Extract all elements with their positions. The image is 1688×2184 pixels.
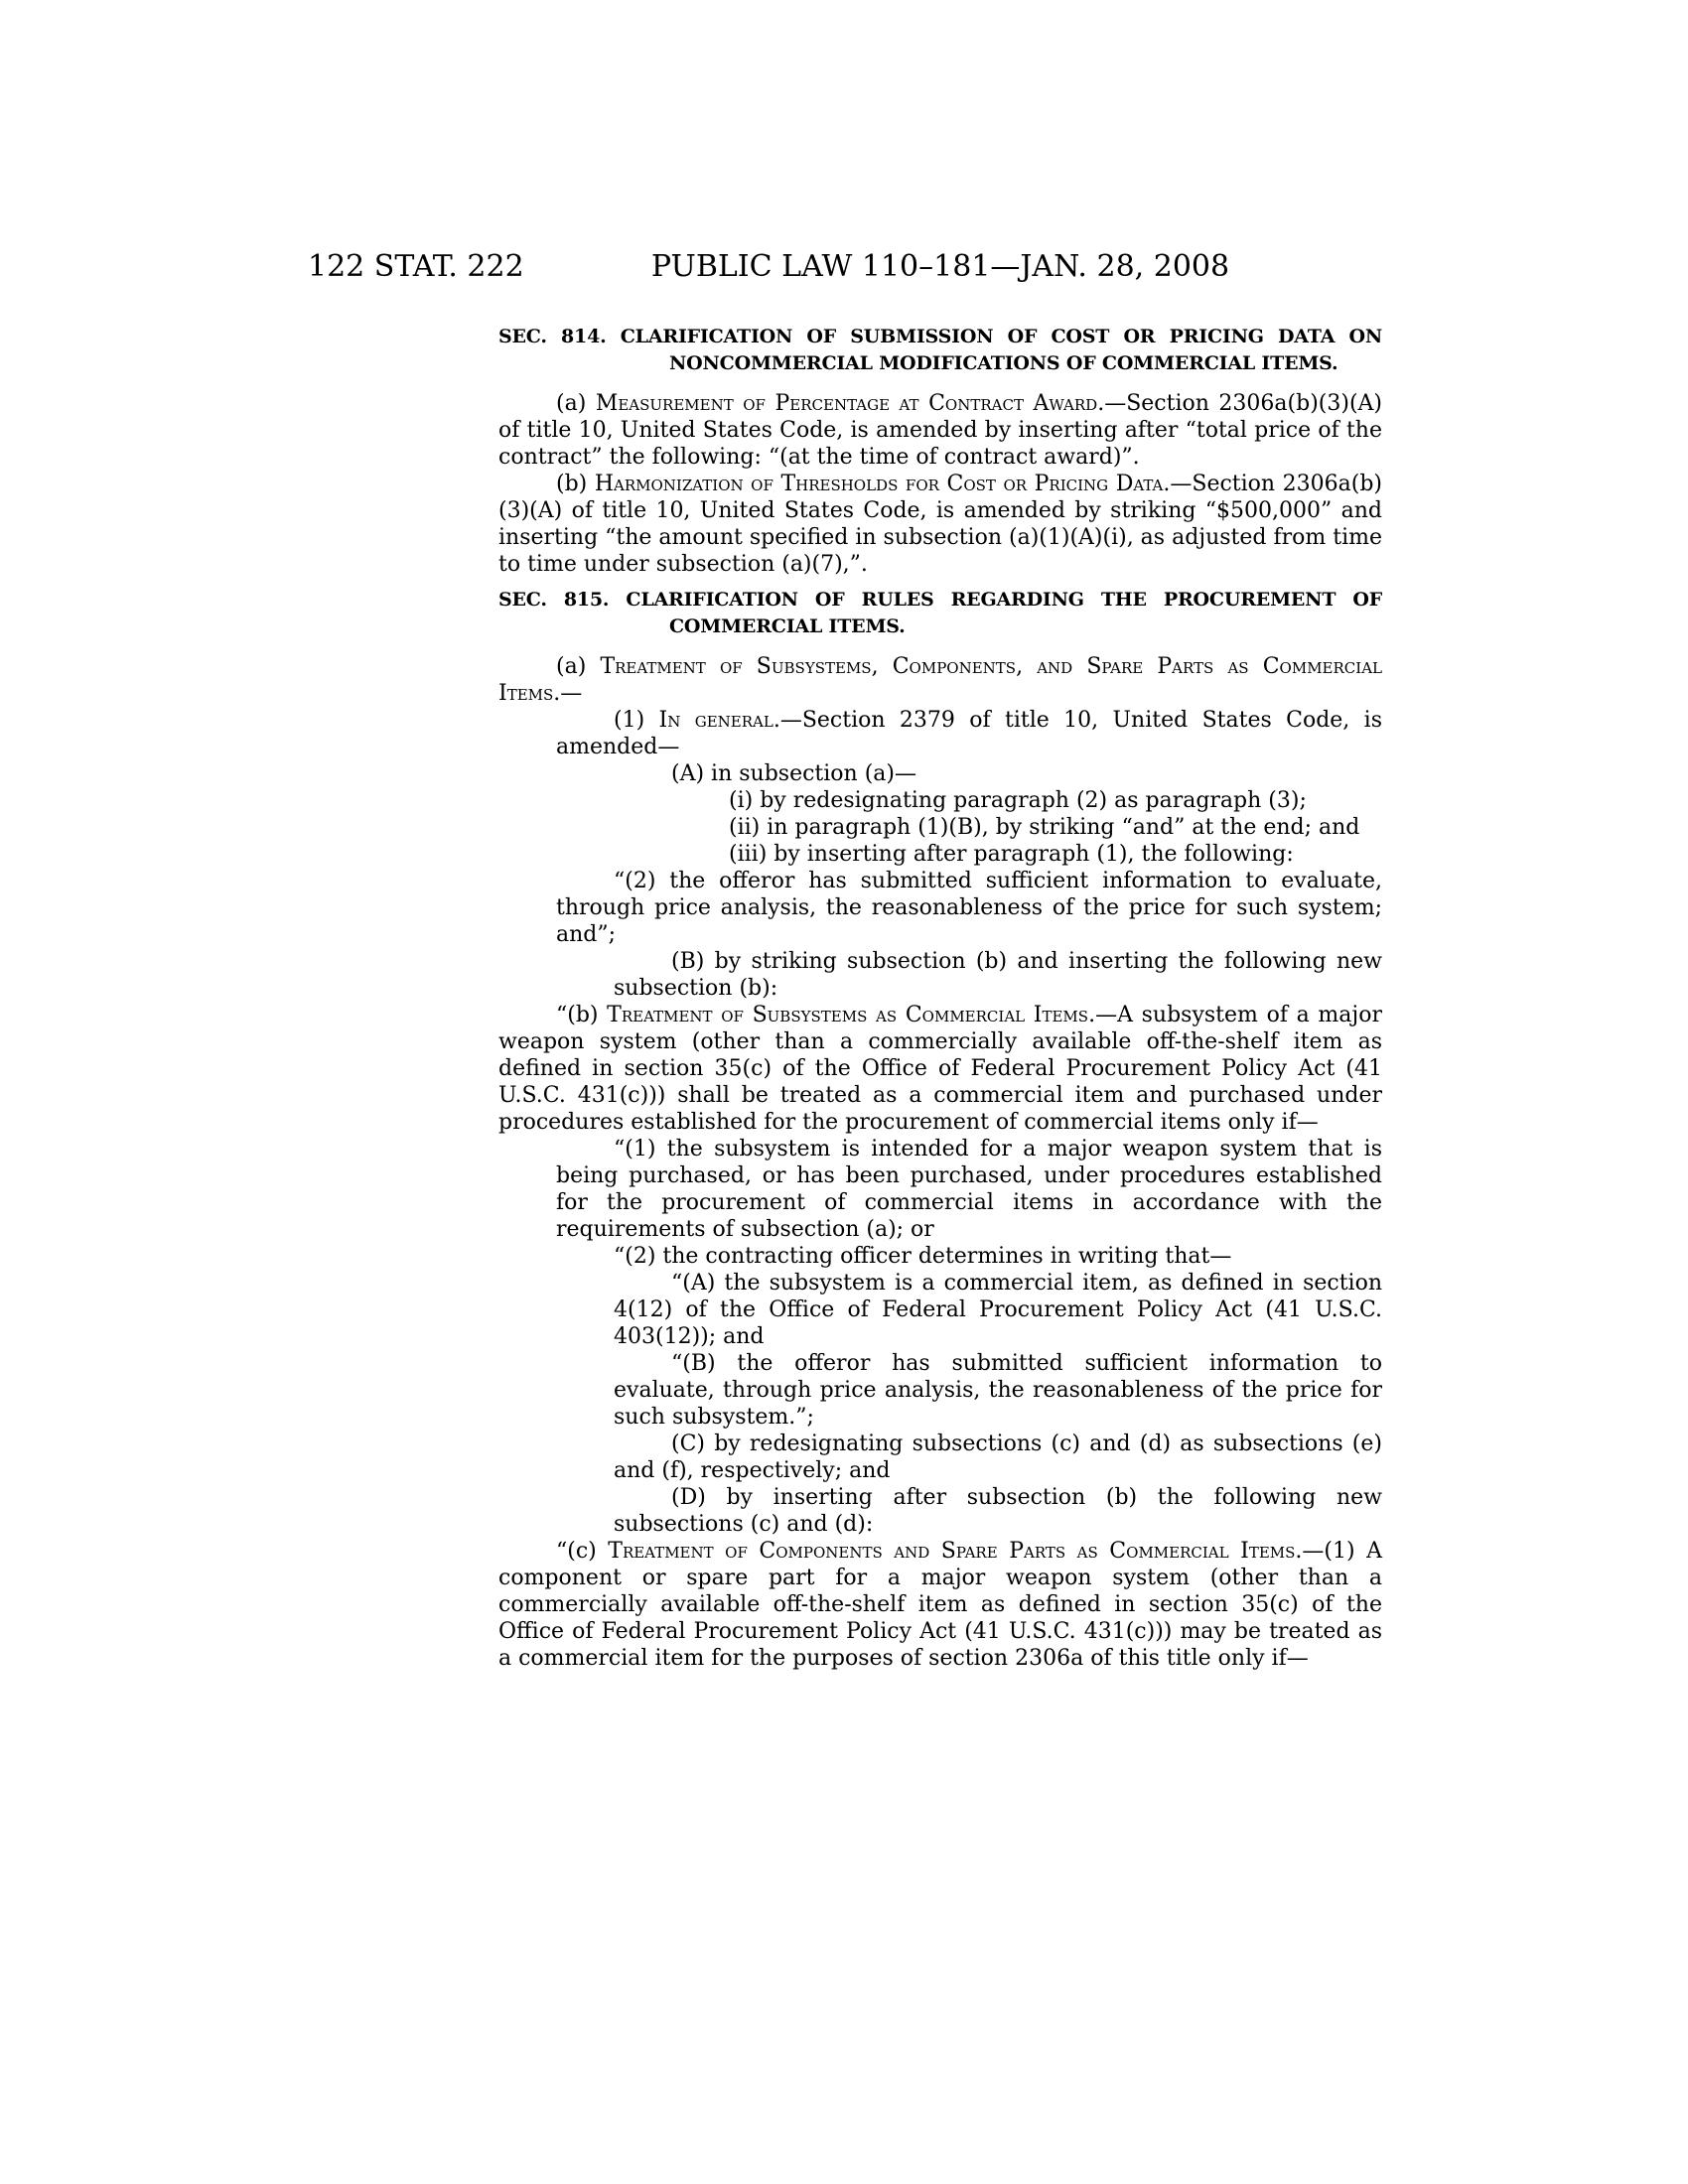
public-law-citation: PUBLIC LAW 110–181—JAN. 28, 2008 — [650, 249, 1230, 284]
text-run: (1) — [614, 708, 659, 733]
section-heading — [498, 587, 1382, 640]
text-run: (iii) by inserting after paragraph (1), the following: — [729, 842, 1294, 867]
text-run: (i) by redesignating paragraph (2) as paragraph (3); — [729, 788, 1307, 813]
section-heading — [498, 324, 1382, 377]
text-run: (b) — [556, 472, 595, 496]
statute-paragraph — [498, 390, 1382, 471]
statute-paragraph — [498, 471, 1382, 578]
statute-paragraph — [498, 1136, 1382, 1243]
text-run: “(2) the offeror has submitted sufficient information to evaluate, through price analysis, the reasonableness of the price for such system; and”; — [556, 869, 1382, 947]
text-run: (C) by redesignating subsections (c) and (d) as subsections (e) and (f), respectively; and — [614, 1432, 1382, 1483]
statute-paragraph — [498, 1431, 1382, 1484]
text-run: .—A subsystem of a major weapon system (other than a commercially available off-the-shelf item as defined in section 35(c) of the Office of Federal Procurement Policy Act (41 U.S.C. 431(c))) shall be treated as a commercial item and purchased under procedures established for the procurement of commercial items only if— — [498, 1003, 1382, 1135]
statute-paragraph — [498, 1270, 1382, 1350]
statute-paragraph — [498, 841, 1382, 868]
statute-paragraph — [498, 760, 1382, 787]
statute-paragraph — [498, 1484, 1382, 1538]
text-run: “(b) — [556, 1003, 608, 1027]
text-run: .—Section 2306a(b)(3)(A) of title 10, United States Code, is amended by inserting after “total price of the contract” the following: “(at the time of contract award)”. — [498, 391, 1382, 470]
text-run: (a) — [556, 391, 596, 416]
small-caps-run: Treatment of Components and Spare Parts as Commercial Items — [608, 1539, 1296, 1564]
small-caps-run: In general — [658, 708, 774, 733]
text-run: “(A) the subsystem is a commercial item, as defined in section 4(12) of the Office of Federal Procurement Policy Act (41 U.S.C. 403(12)); and — [614, 1271, 1382, 1349]
text-run: (a) — [556, 654, 601, 679]
statute-paragraph — [498, 1350, 1382, 1431]
statute-paragraph — [498, 1002, 1382, 1136]
statute-paragraph — [498, 948, 1382, 1002]
text-run: (B) by striking subsection (b) and inserting the following new subsection (b): — [614, 949, 1382, 1001]
statute-paragraph — [498, 653, 1382, 707]
text-run: .—Section 2306a(b)(3)(A) of title 10, United States Code, is amended by striking “$500,000” and inserting “the amount specified in subsection (a)(1)(A)(i), as adjusted from time to time under subsection (a)(7),”. — [498, 472, 1383, 577]
stat-page-citation: 122 STAT. 222 — [308, 249, 524, 284]
text-run: “(1) the subsystem is intended for a major weapon system that is being purchased, or has been purchased, under procedures established for the procurement of commercial items in accordance with the requirements of subsection (a); or — [556, 1137, 1382, 1242]
text-run: “(B) the offeror has submitted sufficient information to evaluate, through price analysis, the reasonableness of the price for such subsystem.”; — [614, 1351, 1382, 1430]
text-run: .—(1) A component or spare part for a major weapon system (other than a commercially available off-the-shelf item as defined in section 35(c) of the Office of Federal Procurement Policy Act (41 U.S.C. 431(c))) may be treated as a commercial item for the purposes of section 2306a of this title only if— — [498, 1539, 1382, 1671]
text-run: .— — [553, 681, 583, 706]
statute-paragraph — [498, 814, 1382, 841]
text-run: SEC. 814. CLARIFICATION OF SUBMISSION OF COST OR PRICING DATA ON NONCOMMERCIAL MODIFICATIONS OF COMMERCIAL ITEMS. — [498, 326, 1382, 374]
text-run: .—Section 2379 of title 10, United States Code, is amended— — [556, 708, 1382, 759]
statute-paragraph — [498, 868, 1382, 948]
small-caps-run: Harmonization of Thresholds for Cost or Pricing Data — [594, 472, 1164, 496]
text-run: (ii) in paragraph (1)(B), by striking “and” at the end; and — [729, 815, 1360, 840]
text-run: (D) by inserting after subsection (b) the following new subsections (c) and (d): — [614, 1485, 1382, 1537]
statute-paragraph — [498, 1538, 1382, 1672]
small-caps-run: Measurement of Percentage at Contract Award — [595, 391, 1098, 416]
small-caps-run: Treatment of Subsystems as Commercial Items — [607, 1003, 1089, 1027]
text-run: “(2) the contracting officer determines in writing that— — [614, 1244, 1232, 1269]
statute-body — [498, 0, 1382, 1672]
statute-paragraph — [498, 1243, 1382, 1270]
text-run: (A) in subsection (a)— — [671, 761, 916, 786]
statute-paragraph — [498, 787, 1382, 814]
text-run: SEC. 815. CLARIFICATION OF RULES REGARDING THE PROCUREMENT OF COMMERCIAL ITEMS. — [498, 589, 1382, 637]
text-run: “(c) — [556, 1539, 609, 1564]
statute-paragraph — [498, 707, 1382, 760]
small-caps-run: Treatment of Subsystems, Components, and Spare Parts as Commercial Items — [498, 654, 1382, 706]
